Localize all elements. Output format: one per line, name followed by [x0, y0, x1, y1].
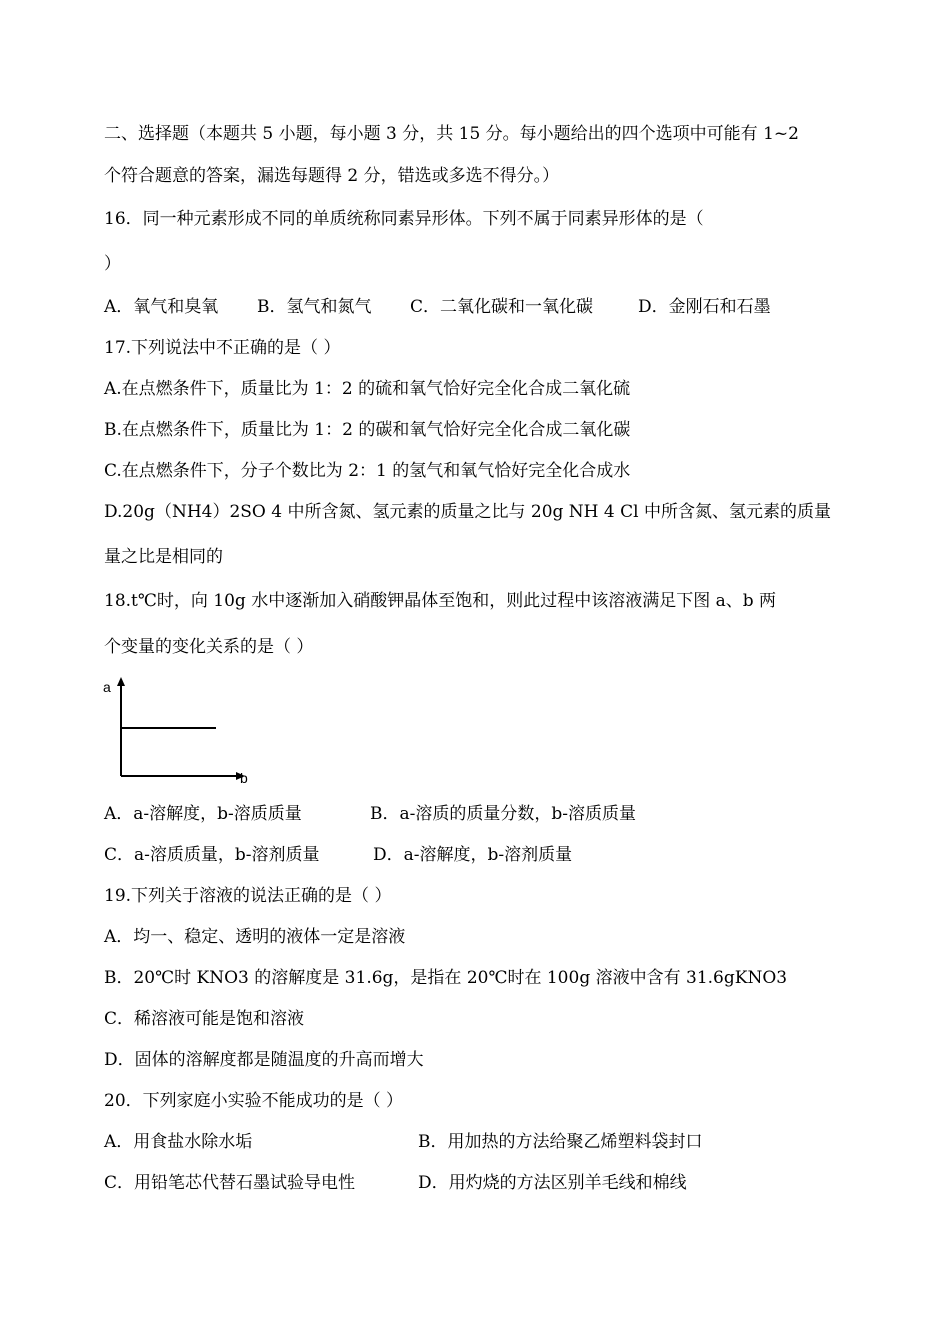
- q17-option-a: A.在点燃条件下，质量比为 1：2 的硫和氧气恰好完全化合成二氧化硫: [104, 379, 631, 399]
- q18-option-d: D．a-溶解度，b-溶剂质量: [373, 845, 573, 865]
- q16-option-d: D．金刚石和石墨: [638, 297, 771, 317]
- section-heading-line-2: 个符合题意的答案，漏选每题得 2 分，错选或多选不得分。）: [104, 166, 560, 186]
- q19-stem: 19.下列关于溶液的说法正确的是（ ）: [104, 886, 392, 906]
- q20-option-c: C．用铅笔芯代替石墨试验导电性: [104, 1173, 356, 1193]
- q20-stem: 20．下列家庭小实验不能成功的是（ ）: [104, 1091, 404, 1111]
- q17-option-c: C.在点燃条件下，分子个数比为 2：1 的氢气和氧气恰好完全化合成水: [104, 461, 631, 481]
- section-heading-line-1: 二、选择题（本题共 5 小题，每小题 3 分，共 15 分。每小题给出的四个选项中可能有 1~2: [104, 124, 799, 144]
- q18-option-a: A．a-溶解度，b-溶质质量: [104, 804, 302, 824]
- q20-option-d: D．用灼烧的方法区别羊毛线和棉线: [418, 1173, 687, 1193]
- q19-option-c: C．稀溶液可能是饱和溶液: [104, 1009, 305, 1029]
- q17-stem: 17.下列说法中不正确的是（ ）: [104, 338, 341, 358]
- y-axis-label: a: [103, 679, 111, 695]
- q16-stem-close: ）: [104, 254, 121, 274]
- q17-option-b: B.在点燃条件下，质量比为 1：2 的碳和氧气恰好完全化合成二氧化碳: [104, 420, 631, 440]
- q18-option-c: C．a-溶质质量，b-溶剂质量: [104, 845, 320, 865]
- q17-option-d: D.20g（NH4）2SO 4 中所含氮、氢元素的质量之比与 20g NH 4 Cl 中所含氮、氢元素的质量: [104, 502, 831, 522]
- q20-option-a: A．用食盐水除水垢: [104, 1132, 253, 1152]
- y-axis-arrowhead: [117, 677, 125, 686]
- q19-option-d: D．固体的溶解度都是随温度的升高而增大: [104, 1050, 424, 1070]
- x-axis-label: b: [240, 770, 248, 786]
- q16-option-c: C．二氧化碳和一氧化碳: [410, 297, 594, 317]
- q18-stem-continued: 个变量的变化关系的是（ ）: [104, 637, 314, 657]
- q19-option-b: B．20℃时 KNO3 的溶解度是 31.6g，是指在 20℃时在 100g 溶液中含有 31.6gKNO3: [104, 968, 788, 988]
- q19-option-a: A．均一、稳定、透明的液体一定是溶液: [104, 927, 406, 947]
- q16-option-a: A．氧气和臭氧: [104, 297, 219, 317]
- q18-stem: 18.t℃时，向 10g 水中逐渐加入硝酸钾晶体至饱和，则此过程中该溶液满足下图 a、b 两: [104, 591, 777, 611]
- q20-option-b: B．用加热的方法给聚乙烯塑料袋封口: [418, 1132, 703, 1152]
- q18-graph: [98, 676, 258, 786]
- q16-option-b: B．氢气和氮气: [257, 297, 372, 317]
- q17-option-d-continued: 量之比是相同的: [104, 547, 223, 567]
- q16-stem: 16．同一种元素形成不同的单质统称同素异形体。下列不属于同素异形体的是（: [104, 209, 704, 229]
- q18-option-b: B．a-溶质的质量分数，b-溶质质量: [370, 804, 636, 824]
